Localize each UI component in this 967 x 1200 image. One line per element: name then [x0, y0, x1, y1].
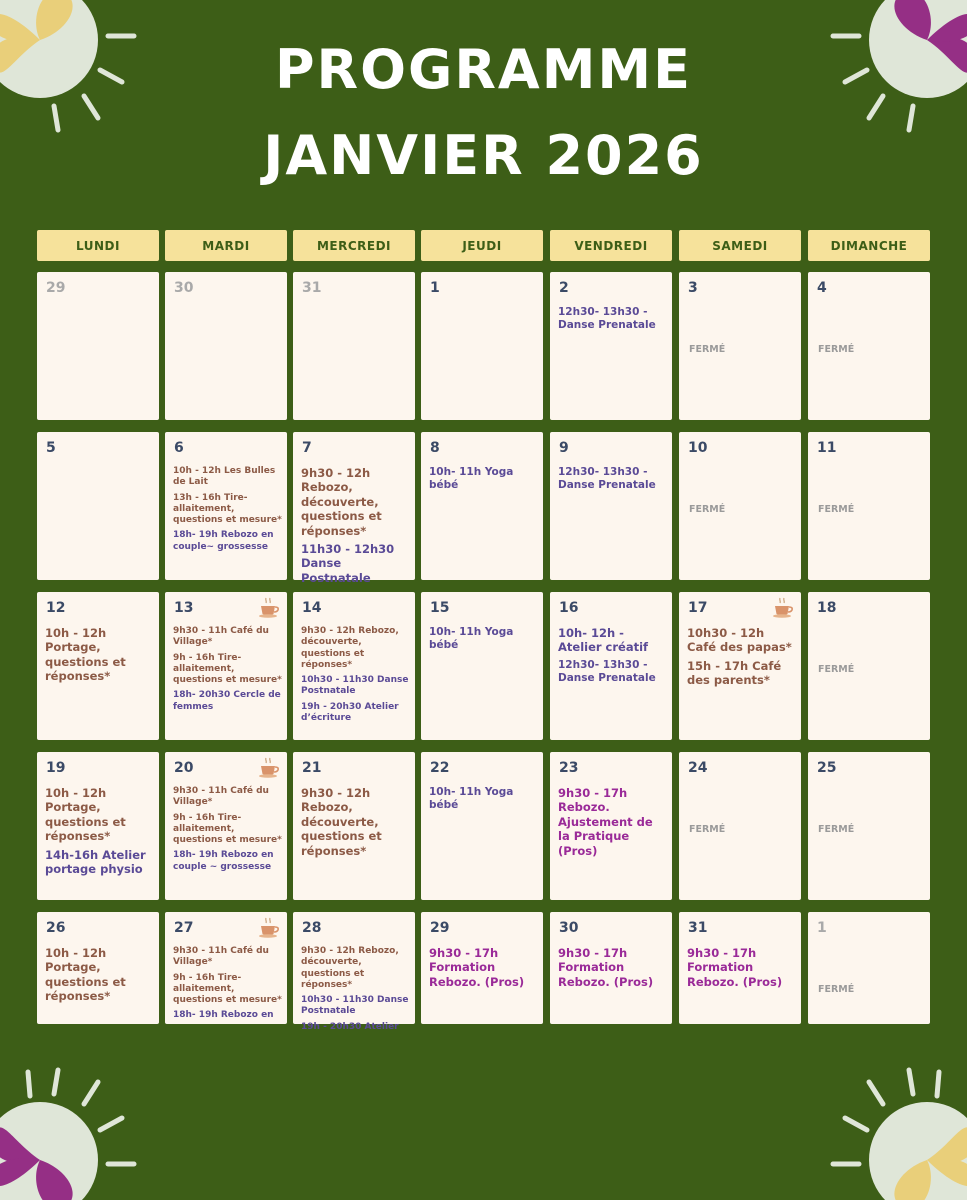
day-cell[interactable] — [421, 272, 543, 420]
day-cell[interactable] — [293, 592, 415, 740]
event-list — [173, 626, 283, 717]
event-item: 12h30- 13h30 - Danse Prenatale — [558, 466, 656, 492]
day-number: 8 — [430, 440, 440, 456]
page-title-line1: PROGRAMME — [274, 38, 693, 101]
event-list — [173, 786, 283, 877]
weekday-header-vendredi: VENDREDI — [550, 230, 672, 261]
event-item: 19h - 20h30 Atelier d’écriture — [301, 701, 399, 723]
event-item: 9h - 16h Tire-allaitement, questions et mesure* — [173, 652, 282, 685]
event-item: 10h- 11h Yoga bébé — [429, 466, 514, 492]
closed-label: FERMÉ — [689, 504, 726, 515]
event-item: 10h- 11h Yoga bébé — [429, 626, 514, 652]
closed-label: FERMÉ — [689, 344, 726, 355]
day-number: 23 — [559, 760, 579, 776]
coffee-cup-icon — [257, 916, 281, 940]
event-item: 15h - 17h Café des parents* — [687, 658, 782, 688]
day-number: 10 — [688, 440, 708, 456]
day-cell[interactable] — [808, 432, 930, 580]
day-number: 1 — [430, 280, 440, 296]
sun-flower-bottom-right-icon — [817, 1050, 967, 1200]
event-item: 12h30- 13h30 - Danse Prenatale — [558, 306, 656, 332]
day-cell[interactable] — [165, 752, 287, 900]
event-item: 18h- 19h Rebozo en couple~ grossesse — [173, 530, 274, 552]
day-number: 29 — [46, 280, 66, 296]
closed-label: FERMÉ — [689, 824, 726, 835]
weekday-header-samedi: SAMEDI — [679, 230, 801, 261]
sun-flower-bottom-left-icon — [0, 1050, 150, 1200]
event-item: 18h- 19h Rebozo en — [173, 1010, 274, 1021]
event-item: 9h30 - 17h Formation Rebozo. (Pros) — [558, 946, 654, 989]
event-item: 10h- 11h Yoga bébé — [429, 786, 514, 812]
event-list — [429, 786, 539, 816]
day-number: 3 — [688, 280, 698, 296]
event-item: 10h - 12h Portage, questions et réponses* — [45, 786, 126, 844]
weekday-header-lundi: LUNDI — [37, 230, 159, 261]
event-item: 10h30 - 11h30 Danse Postnatale — [301, 675, 409, 697]
day-number: 16 — [559, 600, 579, 616]
event-item: 11h30 - 12h30 Danse Postnatale — [301, 541, 395, 585]
day-cell[interactable] — [37, 752, 159, 900]
day-number: 30 — [559, 920, 579, 936]
event-list — [558, 786, 668, 862]
event-list — [429, 626, 539, 656]
event-item: 13h - 16h Tire-allaitement, questions et mesure* — [173, 492, 282, 525]
day-cell[interactable] — [808, 272, 930, 420]
weekday-header-mercredi: MERCREDI — [293, 230, 415, 261]
day-number: 27 — [174, 920, 194, 936]
event-list — [173, 466, 283, 557]
weekday-header-mardi: MARDI — [165, 230, 287, 261]
event-list — [558, 466, 668, 496]
day-number: 2 — [559, 280, 569, 296]
day-cell[interactable] — [679, 592, 801, 740]
event-item: 9h30 - 11h Café du Village* — [173, 786, 269, 808]
day-number: 6 — [174, 440, 184, 456]
day-cell[interactable] — [165, 272, 287, 420]
day-cell[interactable] — [550, 592, 672, 740]
event-item: 9h30 - 17h Formation Rebozo. (Pros) — [429, 946, 525, 989]
coffee-cup-icon — [257, 596, 281, 620]
event-item: 10h30 - 11h30 Danse Postnatale — [301, 995, 409, 1017]
day-number: 30 — [174, 280, 194, 296]
day-number: 7 — [302, 440, 312, 456]
day-cell[interactable] — [679, 272, 801, 420]
event-item: 9h30 - 12h Rebozo, découverte, questions et réponses* — [301, 946, 399, 990]
event-item: 9h - 16h Tire-allaitement, questions et mesure* — [173, 812, 282, 845]
day-number: 29 — [430, 920, 450, 936]
event-item: 9h30 - 11h Café du Village* — [173, 626, 269, 648]
day-cell[interactable] — [550, 912, 672, 1024]
day-number: 26 — [46, 920, 66, 936]
closed-label: FERMÉ — [818, 824, 855, 835]
event-item: 10h - 12h Les Bulles de Lait — [173, 466, 276, 488]
day-number: 15 — [430, 600, 450, 616]
event-list — [301, 466, 411, 589]
day-cell[interactable] — [421, 592, 543, 740]
event-item: 14h-16h Atelier portage physio — [45, 847, 146, 876]
event-item: 19h - 20h30 Atelier — [301, 1021, 399, 1032]
event-item: 10h30 - 12h Café des papas* — [687, 626, 792, 655]
day-number: 9 — [559, 440, 569, 456]
event-item: 10h - 12h Portage, questions et réponses* — [45, 626, 126, 684]
day-number: 11 — [817, 440, 837, 456]
event-list — [687, 946, 797, 993]
event-list — [301, 786, 411, 862]
closed-label: FERMÉ — [818, 504, 855, 515]
day-cell[interactable] — [808, 752, 930, 900]
day-number: 12 — [46, 600, 66, 616]
event-list — [301, 626, 411, 728]
event-list — [301, 946, 411, 1037]
day-cell[interactable] — [550, 752, 672, 900]
day-number: 20 — [174, 760, 194, 776]
event-item: 9h30 - 12h Rebozo, découverte, questions et réponses* — [301, 626, 399, 670]
day-cell[interactable] — [421, 432, 543, 580]
day-cell[interactable] — [37, 272, 159, 420]
event-item: 18h- 20h30 Cercle de femmes — [173, 690, 281, 712]
day-number: 4 — [817, 280, 827, 296]
coffee-cup-icon — [257, 756, 281, 780]
day-cell[interactable] — [421, 752, 543, 900]
day-number: 5 — [46, 440, 56, 456]
event-item: 18h- 19h Rebozo en couple ~ grossesse — [173, 850, 274, 872]
day-cell[interactable] — [37, 592, 159, 740]
day-number: 18 — [817, 600, 837, 616]
day-number: 24 — [688, 760, 708, 776]
event-item: 9h30 - 11h Café du Village* — [173, 946, 269, 968]
day-number: 25 — [817, 760, 837, 776]
day-cell[interactable] — [808, 592, 930, 740]
event-list — [45, 786, 155, 880]
day-number: 21 — [302, 760, 322, 776]
day-cell[interactable] — [165, 432, 287, 580]
event-item: 9h30 - 17h Rebozo. Ajustement de la Pratique (Pros) — [558, 786, 653, 858]
event-list — [687, 626, 797, 692]
closed-label: FERMÉ — [818, 984, 855, 995]
event-item: 9h30 - 12h Rebozo, découverte, questions et réponses* — [301, 786, 382, 858]
day-number: 14 — [302, 600, 322, 616]
day-cell[interactable] — [679, 752, 801, 900]
day-number: 1 — [817, 920, 827, 936]
day-cell[interactable] — [165, 592, 287, 740]
day-cell[interactable] — [37, 912, 159, 1024]
day-cell[interactable] — [293, 912, 415, 1032]
day-number: 31 — [302, 280, 322, 296]
event-list — [558, 306, 668, 336]
event-list — [558, 626, 668, 689]
day-number: 22 — [430, 760, 450, 776]
day-number: 19 — [46, 760, 66, 776]
event-list — [173, 946, 283, 1026]
closed-label: FERMÉ — [818, 664, 855, 675]
coffee-cup-icon — [771, 596, 795, 620]
day-cell[interactable] — [165, 912, 287, 1024]
page-title-line2: JANVIER 2026 — [263, 124, 704, 187]
event-list — [45, 626, 155, 688]
event-item: 10h- 12h - Atelier créatif — [558, 626, 649, 655]
day-number: 13 — [174, 600, 194, 616]
day-cell[interactable] — [550, 272, 672, 420]
day-cell[interactable] — [421, 912, 543, 1024]
day-cell[interactable] — [550, 432, 672, 580]
event-item: 10h - 12h Portage, questions et réponses* — [45, 946, 126, 1004]
weekday-header-dimanche: DIMANCHE — [808, 230, 930, 261]
event-item: 9h30 - 17h Formation Rebozo. (Pros) — [687, 946, 783, 989]
weekday-header-jeudi: JEUDI — [421, 230, 543, 261]
day-cell[interactable] — [293, 272, 415, 420]
day-number: 28 — [302, 920, 322, 936]
event-list — [429, 946, 539, 993]
event-item: 12h30- 13h30 - Danse Prenatale — [558, 658, 656, 684]
event-item: 9h30 - 12h Rebozo, découverte, questions et réponses* — [301, 466, 382, 538]
closed-label: FERMÉ — [818, 344, 855, 355]
day-cell[interactable] — [293, 752, 415, 900]
event-item: 9h - 16h Tire-allaitement, questions et mesure* — [173, 972, 282, 1005]
day-number: 17 — [688, 600, 708, 616]
day-cell[interactable] — [37, 432, 159, 580]
event-list — [45, 946, 155, 1008]
day-cell[interactable] — [679, 432, 801, 580]
day-number: 31 — [688, 920, 708, 936]
event-list — [429, 466, 539, 496]
event-list — [558, 946, 668, 993]
day-cell[interactable] — [679, 912, 801, 1024]
day-cell[interactable] — [808, 912, 930, 1024]
day-cell[interactable] — [293, 432, 415, 585]
